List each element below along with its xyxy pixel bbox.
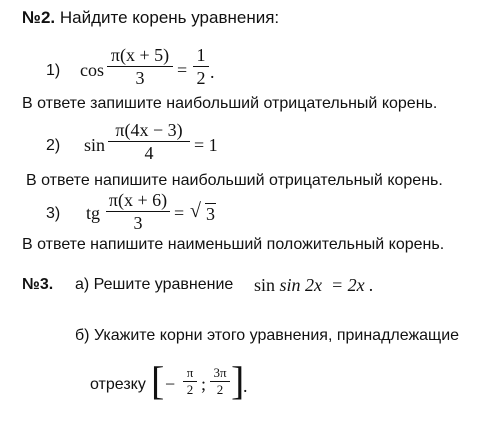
task3-equation-rhs: = 2x .	[331, 275, 374, 295]
fraction-bar	[193, 66, 209, 67]
equation-1-rhs-numerator: 1	[196, 45, 206, 65]
fraction-bar	[106, 211, 170, 212]
equation-1-equals: =	[177, 60, 188, 80]
sqrt-symbol: √	[190, 200, 201, 222]
equation-2-fraction	[108, 120, 190, 163]
equation-2-func: sin	[84, 135, 106, 155]
equation-2-numerator: π(4x − 3)	[115, 120, 183, 140]
equation-3-func: tg	[86, 203, 101, 223]
task3-part-b: б) Укажите корни этого уравнения, принадлежащие	[75, 327, 460, 344]
task2-number: №2.	[22, 8, 56, 27]
equation-1-label: 1)	[46, 62, 61, 79]
task3-number: №3.	[22, 276, 54, 293]
equation-3-note: В ответе напишите наименьший положительный корень.	[22, 236, 445, 253]
equation-2-rhs: = 1	[194, 135, 218, 155]
equation-3-fraction	[106, 190, 170, 233]
equation-3-denominator: 3	[133, 213, 143, 233]
fraction-bar	[108, 141, 190, 142]
equation-2-denominator: 4	[144, 143, 154, 163]
task2-heading-text: Найдите корень уравнения:	[59, 8, 280, 27]
equation-3-equals: =	[174, 203, 185, 223]
task3-equation-arg: sin 2x	[279, 275, 323, 295]
equation-2-label: 2)	[46, 137, 61, 154]
task3-part-a: а) Решите уравнение	[75, 276, 234, 293]
equation-1-fraction	[107, 45, 173, 88]
task3-equation-func: sin	[254, 275, 276, 295]
segment-separator: ;	[201, 374, 207, 394]
fraction-bar	[107, 66, 173, 67]
left-bound-numerator: π	[186, 365, 194, 380]
equation-3-label: 3)	[46, 205, 61, 222]
equation-1-end: .	[210, 62, 215, 82]
left-bracket: [	[151, 358, 165, 403]
right-bound-numerator: 3π	[213, 365, 227, 380]
left-minus: −	[165, 374, 176, 394]
equation-3-numerator: π(x + 6)	[108, 190, 168, 210]
right-bound-fraction	[210, 366, 230, 397]
equation-1-note: В ответе запишите наибольший отрицательный корень.	[22, 95, 438, 112]
equation-1-rhs-denominator: 2	[196, 68, 206, 88]
task3-equation	[254, 275, 374, 296]
equation-1-rhs-fraction	[193, 45, 209, 88]
left-bound-denominator: 2	[186, 382, 194, 397]
left-bound-fraction	[183, 366, 197, 397]
equation-1-numerator: π(x + 5)	[110, 45, 170, 65]
equation-1-func: cos	[80, 60, 104, 80]
equation-1-denominator: 3	[135, 68, 145, 88]
segment-end: .	[243, 376, 248, 396]
right-bound-denominator: 2	[216, 382, 224, 397]
segment-label: отрезку	[90, 376, 146, 393]
equation-2-note: В ответе напишите наибольший отрицательный корень.	[26, 172, 443, 189]
right-bracket: ]	[231, 358, 245, 403]
equation-3-radicand: 3	[206, 204, 215, 224]
task2-heading	[22, 8, 279, 28]
